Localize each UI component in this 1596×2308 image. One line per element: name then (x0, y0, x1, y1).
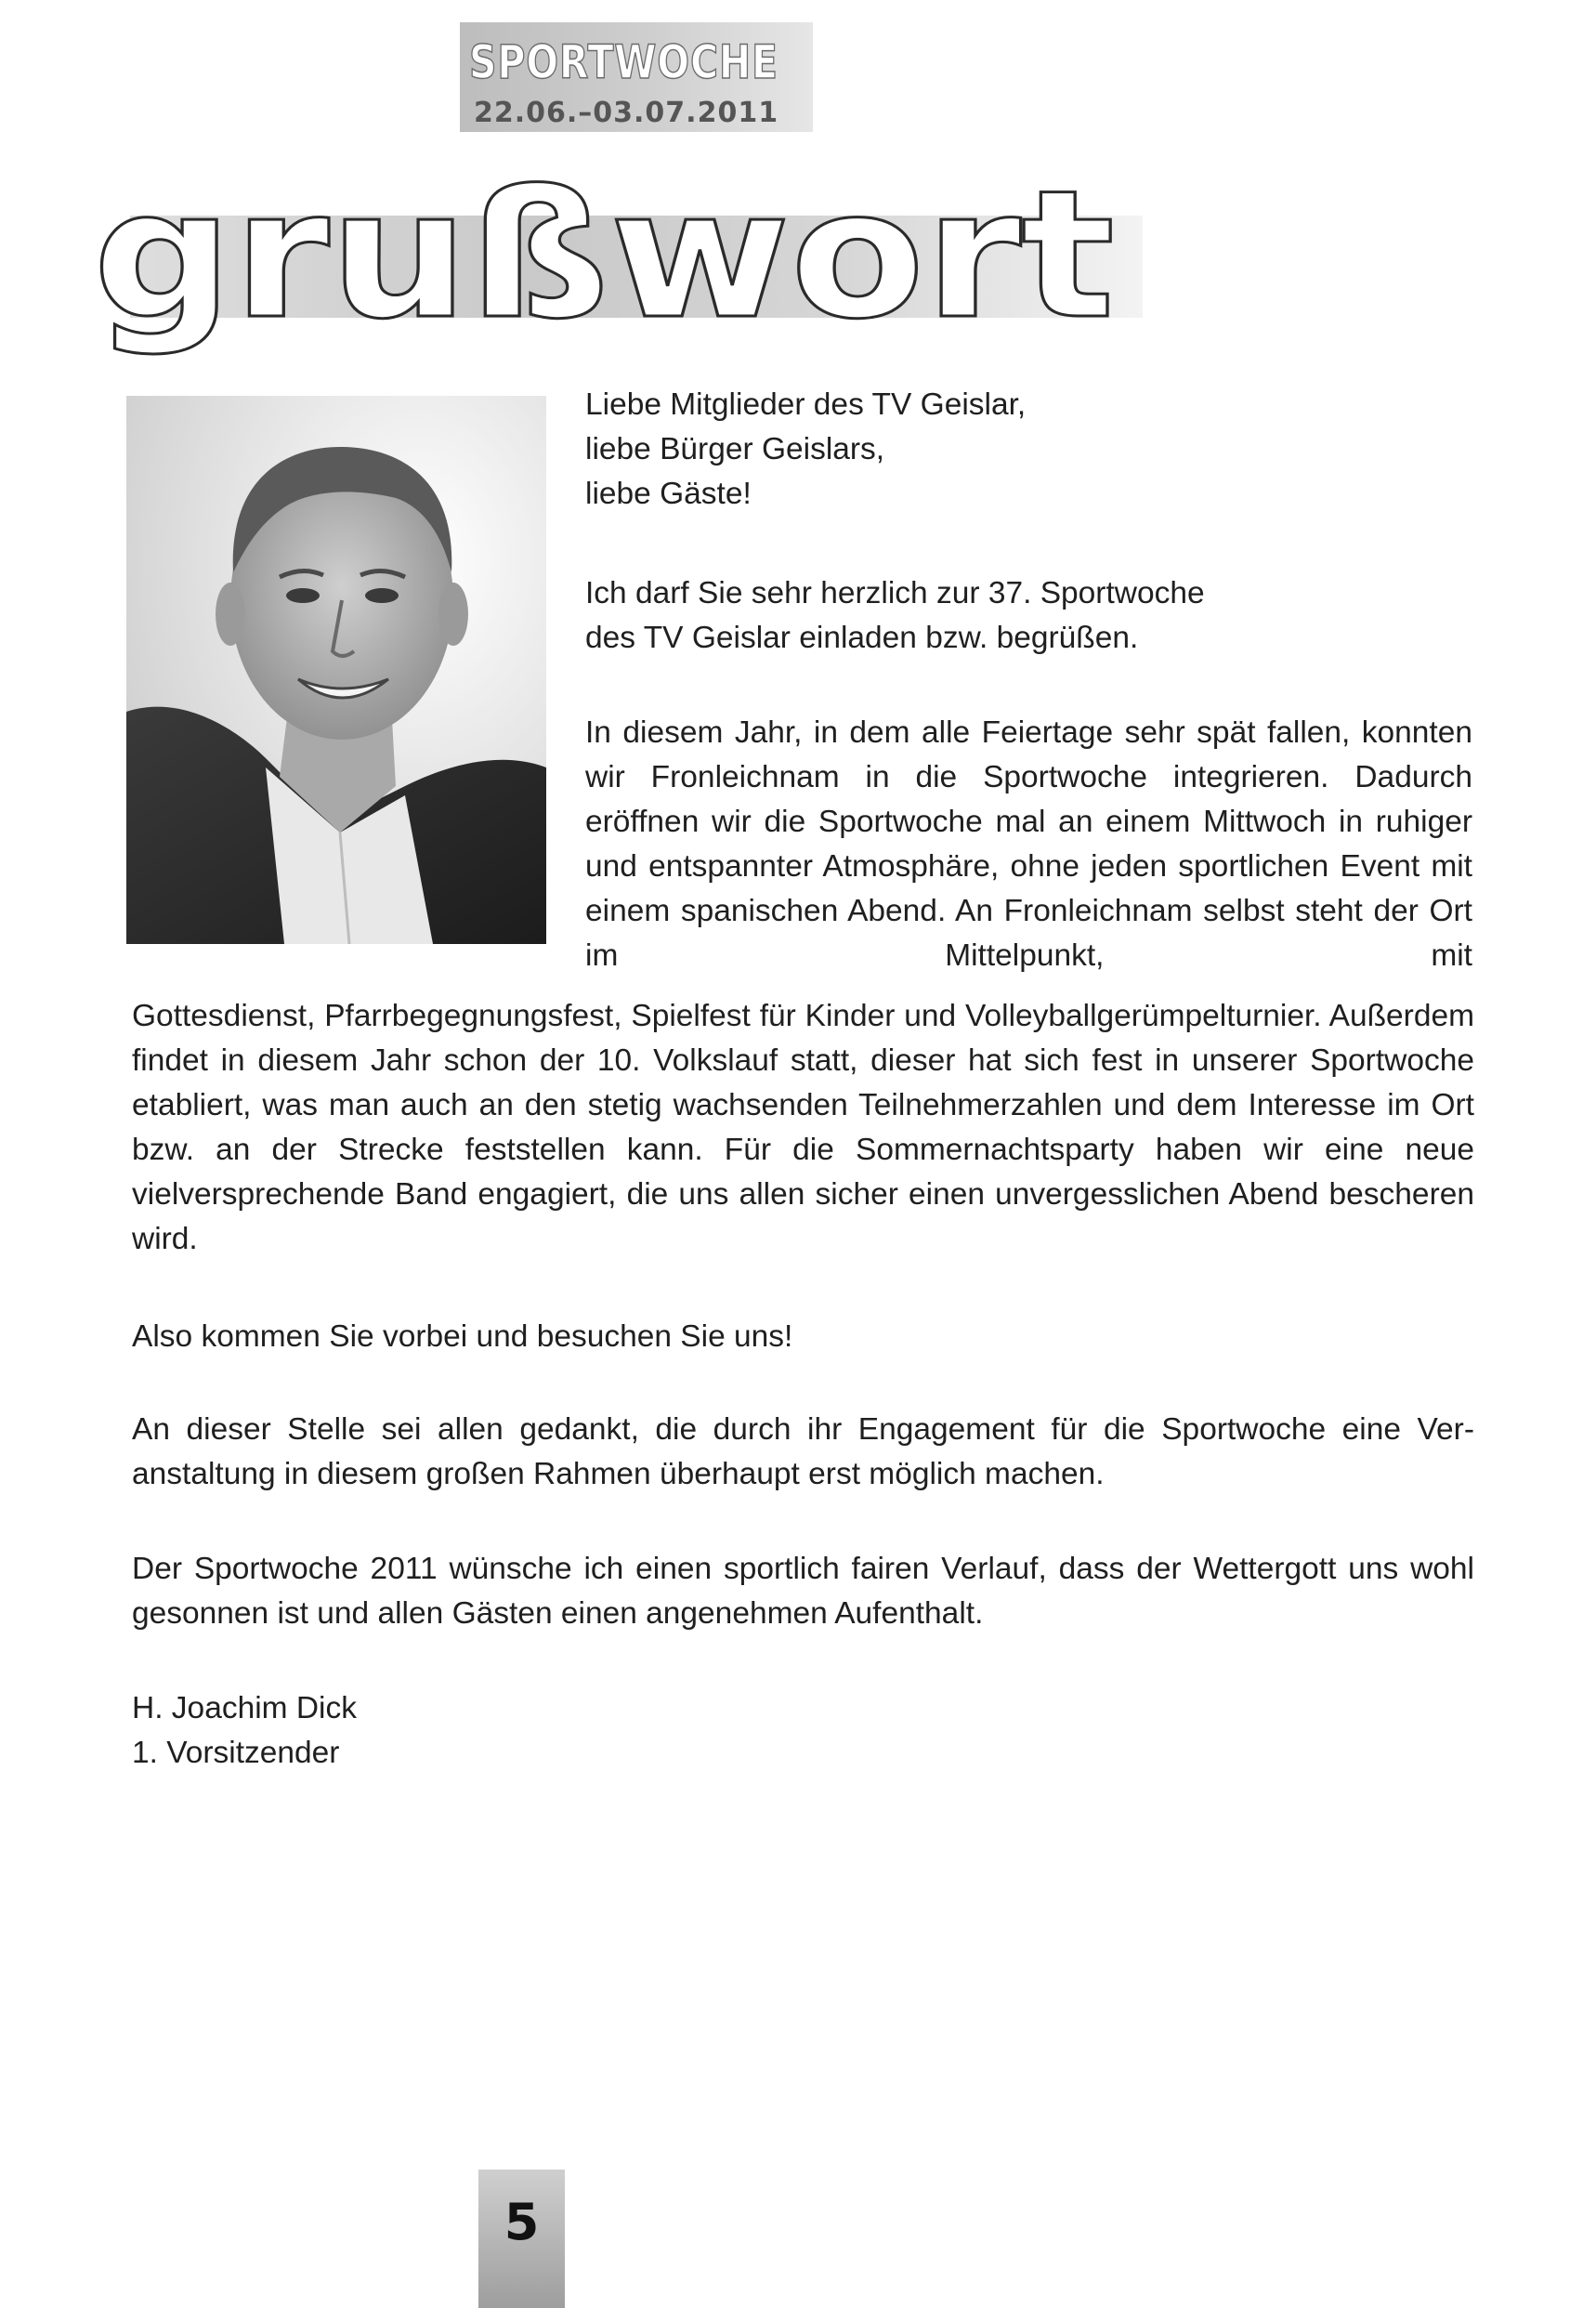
thanks-text: An dieser Stelle sei allen gedankt, die durch ihr Engagement für die Sportwoche eine Veranstaltung in diesem großen Rahmen überhaupt erst möglich machen. (132, 1412, 1474, 1491)
header-title: SPORTWOCHE (469, 35, 778, 89)
main-paragraph-full-width (132, 994, 1474, 1262)
visit-text: Also kommen Sie vorbei und besuchen Sie uns! (132, 1319, 793, 1354)
main-paragraph-text: Gottesdienst, Pfarrbegegnungsfest, Spielfest für Kinder und Volleyballgerümpelturnier. Außerdem findet in diesem Jahr schon der 10. Volkslauf statt, dieser hat sich fest in unserer Sportwoche etabliert, was man auch an den stetig wachsenden Teilnehmerzahlen und dem Interesse im Ort bzw. an der Strecke feststellen kann. Für die Sommernachtsparty haben wir eine neue vielversprechende Band engagiert, die uns allen sicher einen unvergesslichen Abend bescheren wird. (132, 999, 1474, 1256)
main-paragraph-text: In diesem Jahr, in dem alle Feiertage sehr spät fallen, konnten wir Fronleichnam in die Sportwoche integrieren. Dadurch eröffnen wir die Sportwoche mal an einem Mittwoch in ruhiger und entspannter Atmosphäre, ohne jeden sportlichen Event mit einem spanischen Abend. An Fronleichnam selbst steht der Ort im Mittelpunkt, mit (585, 715, 1472, 973)
salutation (585, 383, 1477, 517)
signature (132, 1686, 875, 1776)
intro-line: des TV Geislar einladen bzw. begrüßen. (585, 621, 1139, 655)
signature-name: H. Joachim Dick (132, 1691, 357, 1725)
page-number: 5 (504, 2193, 540, 2251)
salutation-line: liebe Bürger Geislars, (585, 432, 885, 466)
salutation-line: liebe Gäste! (585, 477, 752, 511)
salutation-line: Liebe Mitglieder des TV Geislar, (585, 387, 1027, 422)
wish-text: Der Sportwoche 2011 wünsche ich einen sportlich fairen Verlauf, dass der Wettergott uns wohl gesonnen ist und allen Gästen einen angenehmen Aufenthalt. (132, 1552, 1474, 1631)
intro-paragraph (585, 571, 1477, 661)
page-title (93, 163, 1133, 386)
visit-paragraph (132, 1315, 1474, 1359)
main-paragraph-beside-photo (585, 711, 1472, 978)
header-dates: 22.06.–03.07.2011 (474, 97, 779, 129)
page-title-text: grußwort (93, 163, 1115, 358)
wish-paragraph (132, 1547, 1474, 1636)
thanks-paragraph (132, 1408, 1474, 1497)
intro-line: Ich darf Sie sehr herzlich zur 37. Sportwoche (585, 576, 1205, 610)
signature-role: 1. Vorsitzender (132, 1736, 340, 1770)
portrait-photo (126, 396, 546, 944)
